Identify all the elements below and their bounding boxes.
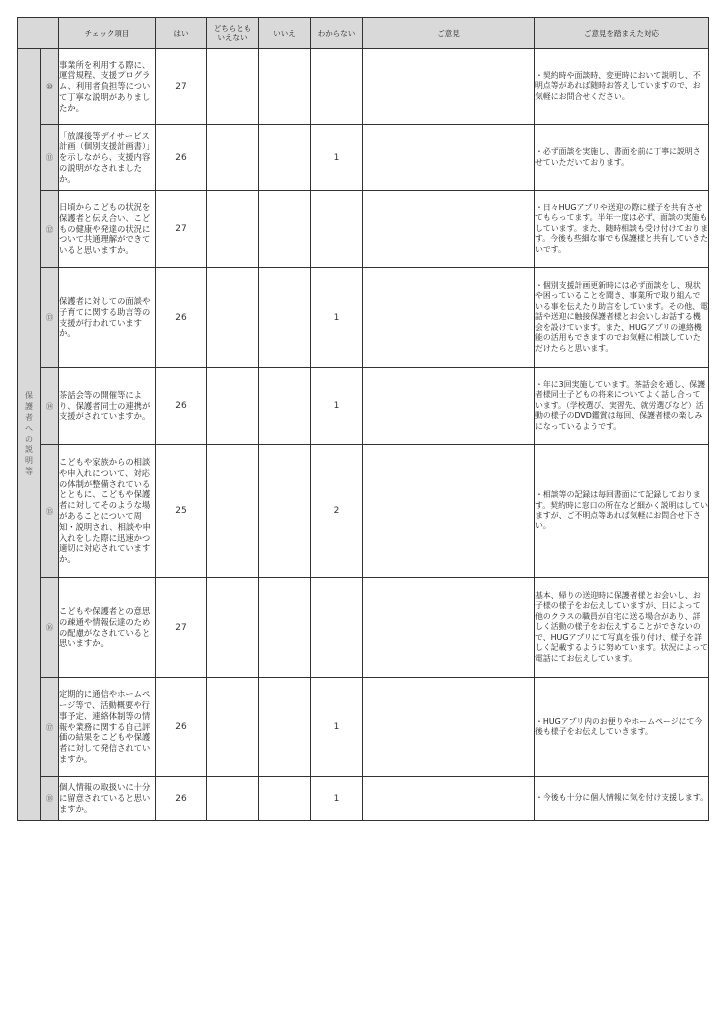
opinion-cell [363,49,535,125]
count-yes: 26 [156,777,207,821]
count-yes: 27 [156,578,207,678]
count-neither [207,368,259,445]
header-response: ご意見を踏まえた対応 [535,18,709,49]
opinion-cell [363,578,535,678]
header-neither: どちらとも いえない [207,18,259,49]
header-unknown: わからない [311,18,363,49]
count-unknown: 1 [311,777,363,821]
opinion-cell [363,368,535,445]
count-unknown: 2 [311,445,363,578]
check-item: こどもや家族からの相談や申入れについて、対応の体制が整備されているとともに、こどもや保護者に対してそのような場があることについて周知・説明され、相談や申入れをした際に迅速かつ適切に対応されていますか。 [59,445,156,578]
response-cell: ・HUGアプリ内のお便りやホームページにて今後も様子をお伝えしていきます。 [535,678,709,777]
opinion-cell [363,777,535,821]
row-number: ⑪ [41,125,59,191]
count-no [259,125,311,191]
count-no [259,445,311,578]
count-neither [207,777,259,821]
count-yes: 27 [156,191,207,268]
table-row [18,368,709,445]
count-unknown: 1 [311,125,363,191]
check-item: こどもや保護者との意思の疎通や情報伝達のための配慮がなされていると思いますか。 [59,578,156,678]
opinion-cell [363,445,535,578]
opinion-cell [363,125,535,191]
response-cell: ・今後も十分に個人情報に気を付け支援します。 [535,777,709,821]
check-item: 個人情報の取扱いに十分に留意されていると思いますか。 [59,777,156,821]
opinion-cell [363,678,535,777]
category-label: 保護者への説明等 [25,391,33,476]
count-unknown: 1 [311,368,363,445]
count-yes: 26 [156,268,207,368]
count-no [259,678,311,777]
count-neither [207,268,259,368]
count-neither [207,445,259,578]
count-yes: 25 [156,445,207,578]
check-item: 「放課後等デイサービス計画（個別支援計画書）」を示しながら、支援内容の説明がなされましたか。 [59,125,156,191]
count-unknown: 1 [311,268,363,368]
response-cell: ・契約時や面談時、変更時において説明し、不明点等があれば随時お答えしていますので、お気軽にお問合せください。 [535,49,709,125]
row-number: ⑱ [41,777,59,821]
response-cell: 基本、帰りの送迎時に保護者様とお会いし、お子様の様子をお伝えしていますが、日によって他のクラスの職員が自宅に送る場合があり、詳しく活動の様子をお伝えすることができないので、HUGアプリにて写真を張り付け、様子を詳しく記載するように努めています。状況によって電話にてお伝えしています。 [535,578,709,678]
row-number: ⑩ [41,49,59,125]
count-unknown [311,191,363,268]
row-number: ⑭ [41,368,59,445]
count-neither [207,125,259,191]
count-neither [207,578,259,678]
row-number: ⑬ [41,268,59,368]
response-cell: ・相談等の記録は毎回書面にて記録しております。契約時に窓口の所在など細かく説明はしていますが、ご不明点等あれば気軽にお問合せ下さい。 [535,445,709,578]
count-no [259,777,311,821]
opinion-cell [363,191,535,268]
check-item: 定期的に通信やホームページ等で、活動概要や行事予定、連絡体制等の情報や業務に関する自己評価の結果をこどもや保護者に対して発信されていますか。 [59,678,156,777]
row-number: ⑯ [41,578,59,678]
row-number: ⑫ [41,191,59,268]
count-yes: 26 [156,678,207,777]
category-cell [18,49,41,821]
row-number: ⑰ [41,678,59,777]
table-row [18,49,709,125]
table-row [18,268,709,368]
header-row [18,18,709,49]
count-neither [207,191,259,268]
check-item: 事業所を利用する際に、運営規程、支援プログラム、利用者負担等について丁寧な説明がありましたか。 [59,49,156,125]
table-row [18,777,709,821]
row-number: ⑮ [41,445,59,578]
count-neither [207,678,259,777]
opinion-cell [363,268,535,368]
count-unknown: 1 [311,678,363,777]
count-no [259,578,311,678]
header-blank [18,18,59,49]
count-no [259,268,311,368]
check-item: 日頃からこどもの状況を保護者と伝え合い、こどもの健康や発達の状況について共通理解ができていると思いますか。 [59,191,156,268]
table-row [18,445,709,578]
header-no: いいえ [259,18,311,49]
count-neither [207,49,259,125]
evaluation-table [17,17,709,821]
response-cell: ・個別支援計画更新時には必ず面談をし、現状や困っていることを聞き、事業所で取り組んでいる事を伝えたり助言をしています。その他、電話や送迎に触接保護者様とお会いしお話する機会を設けています。また、HUGアプリの連絡機能の活用もできますのでお気軽に相談していただけたらと思います。 [535,268,709,368]
response-cell: ・年に3回実施しています。茶話会を通し、保護者様同士子どもの将来についてよく話し合っています。（学校選び、実習先、就労選びなど）活動の様子のDVD鑑賞は毎回、保護者様の楽しみになっているようです。 [535,368,709,445]
header-check-item: チェック項目 [59,18,156,49]
response-cell: ・必ず面談を実施し、書面を前に丁寧に説明させていただいております。 [535,125,709,191]
count-yes: 27 [156,49,207,125]
count-unknown [311,578,363,678]
check-item: 茶話会等の開催等により、保護者同士の連携が支援がされていますか。 [59,368,156,445]
response-cell: ・日々HUGアプリや送迎の際に様子を共有させてもらってます。半年一度は必ず、面談の実施もしています。また、随時相談も受け付けております。今後も些細な事でも保護様と共有していきたいです。 [535,191,709,268]
table-row [18,191,709,268]
check-item: 保護者に対しての面談や子育てに関する助言等の支援が行われていますか。 [59,268,156,368]
count-yes: 26 [156,125,207,191]
count-no [259,49,311,125]
table-row [18,578,709,678]
count-no [259,368,311,445]
count-yes: 26 [156,368,207,445]
header-opinion: ご意見 [363,18,535,49]
header-yes: はい [156,18,207,49]
table-row [18,125,709,191]
count-unknown [311,49,363,125]
table-row [18,678,709,777]
count-no [259,191,311,268]
